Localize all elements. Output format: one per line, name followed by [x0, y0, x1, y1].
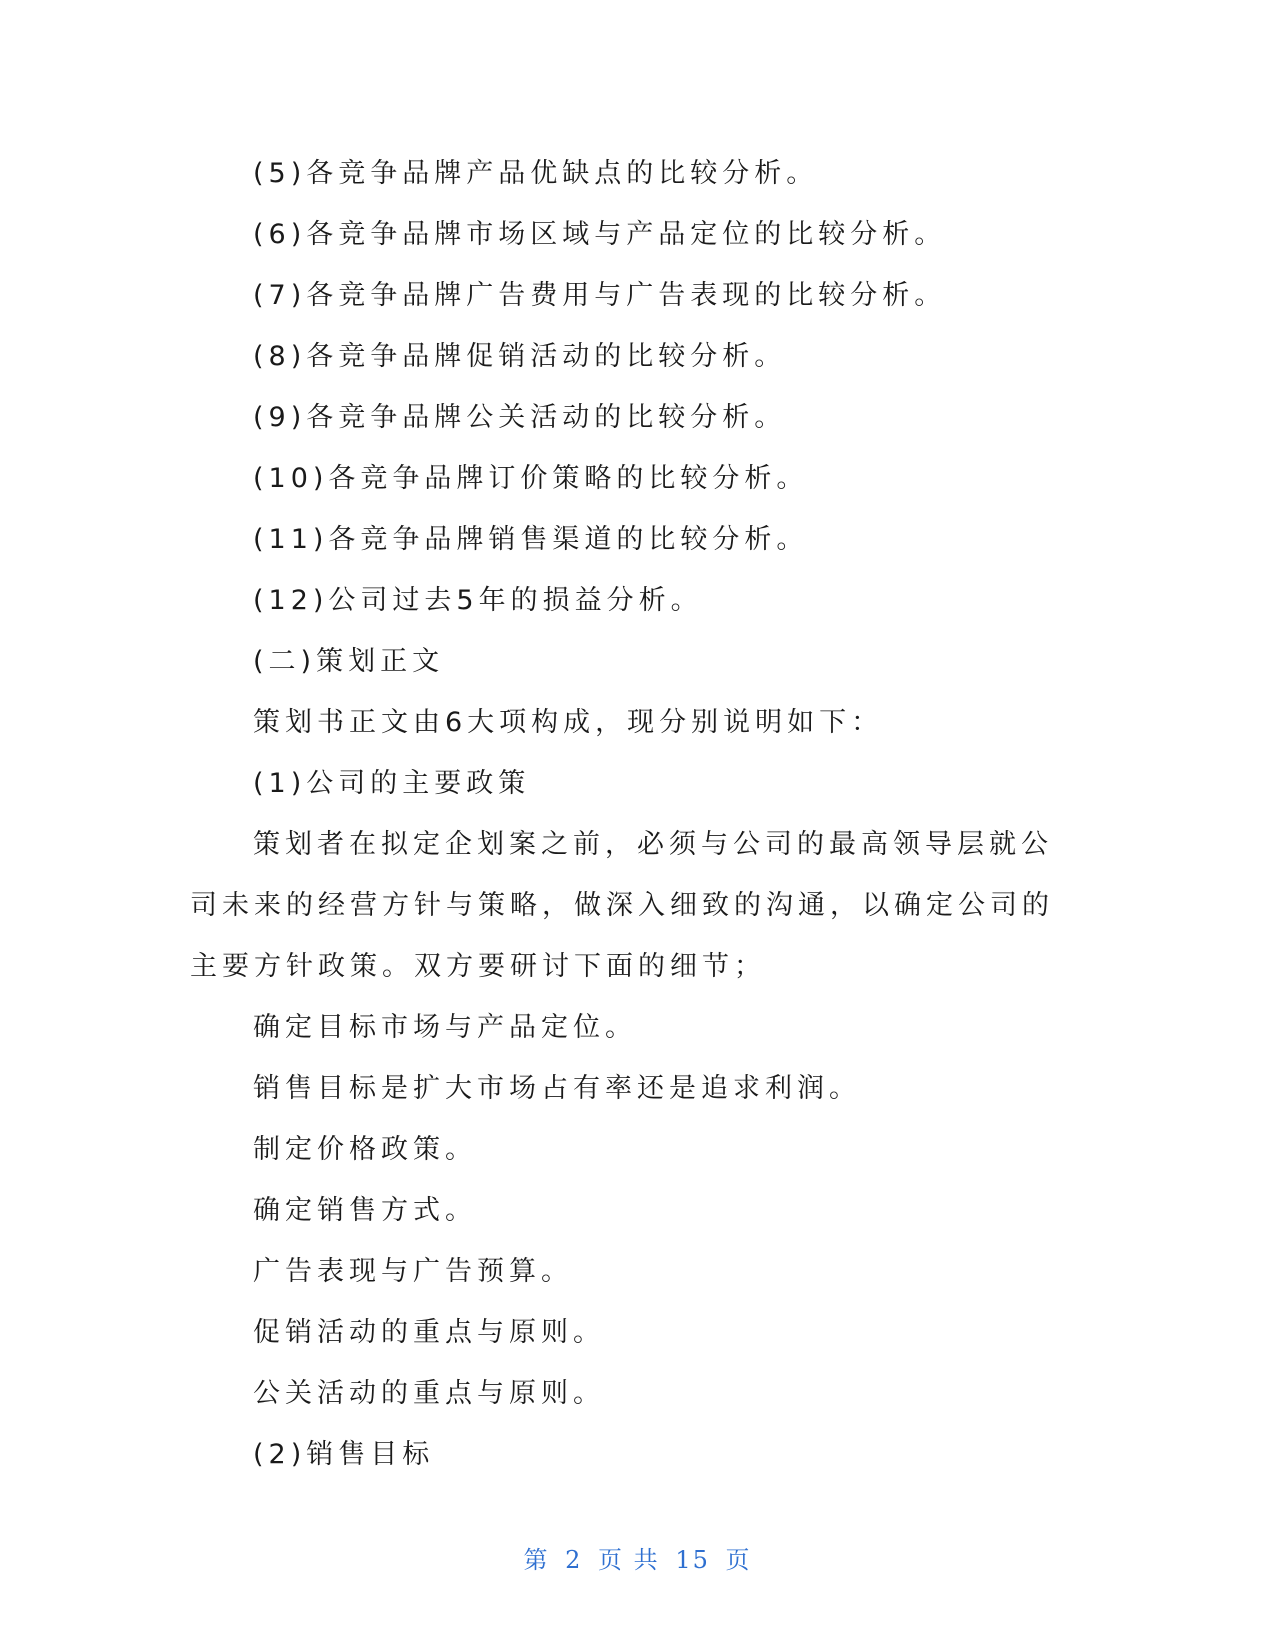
list-item: 促销活动的重点与原则。 [253, 1317, 605, 1348]
footer-mid: 页 共 [598, 1546, 660, 1574]
text-line: (8)各竞争品牌促销活动的比较分析。 [253, 341, 787, 372]
text-line: (12)公司过去5年的损益分析。 [253, 585, 703, 616]
subsection-heading: (2)销售目标 [253, 1439, 435, 1470]
list-item: 确定目标市场与产品定位。 [253, 1012, 637, 1043]
text-line: (9)各竞争品牌公关活动的比较分析。 [253, 402, 787, 433]
list-item: 制定价格政策。 [253, 1134, 477, 1165]
footer-prefix: 第 [523, 1546, 550, 1574]
footer-page-number: 2 [565, 1546, 583, 1574]
page-footer [0, 1540, 1275, 1575]
subsection-heading: (1)公司的主要政策 [253, 768, 531, 799]
list-item: 确定销售方式。 [253, 1195, 477, 1226]
list-item: 公关活动的重点与原则。 [253, 1378, 605, 1409]
section-heading: (二)策划正文 [253, 646, 445, 677]
list-item: 销售目标是扩大市场占有率还是追求利润。 [253, 1073, 861, 1104]
text-line: (11)各竞争品牌销售渠道的比较分析。 [253, 524, 809, 555]
body-paragraph: 策划者在拟定企划案之前，必须与公司的最高领导层就公司未来的经营方针与策略，做深入细致的沟通，以确定公司的主要方针政策。双方要研讨下面的细节； [190, 829, 1054, 982]
text-line: (5)各竞争品牌产品优缺点的比较分析。 [253, 158, 819, 189]
footer-total-pages: 15 [675, 1546, 710, 1574]
document-body [190, 143, 1065, 1485]
list-item: 广告表现与广告预算。 [253, 1256, 573, 1287]
text-line: (10)各竞争品牌订价策略的比较分析。 [253, 463, 809, 494]
footer-suffix: 页 [725, 1546, 752, 1574]
text-line: 策划书正文由6大项构成，现分别说明如下： [253, 707, 884, 738]
text-line: (6)各竞争品牌市场区域与产品定位的比较分析。 [253, 219, 947, 250]
text-line: (7)各竞争品牌广告费用与广告表现的比较分析。 [253, 280, 947, 311]
